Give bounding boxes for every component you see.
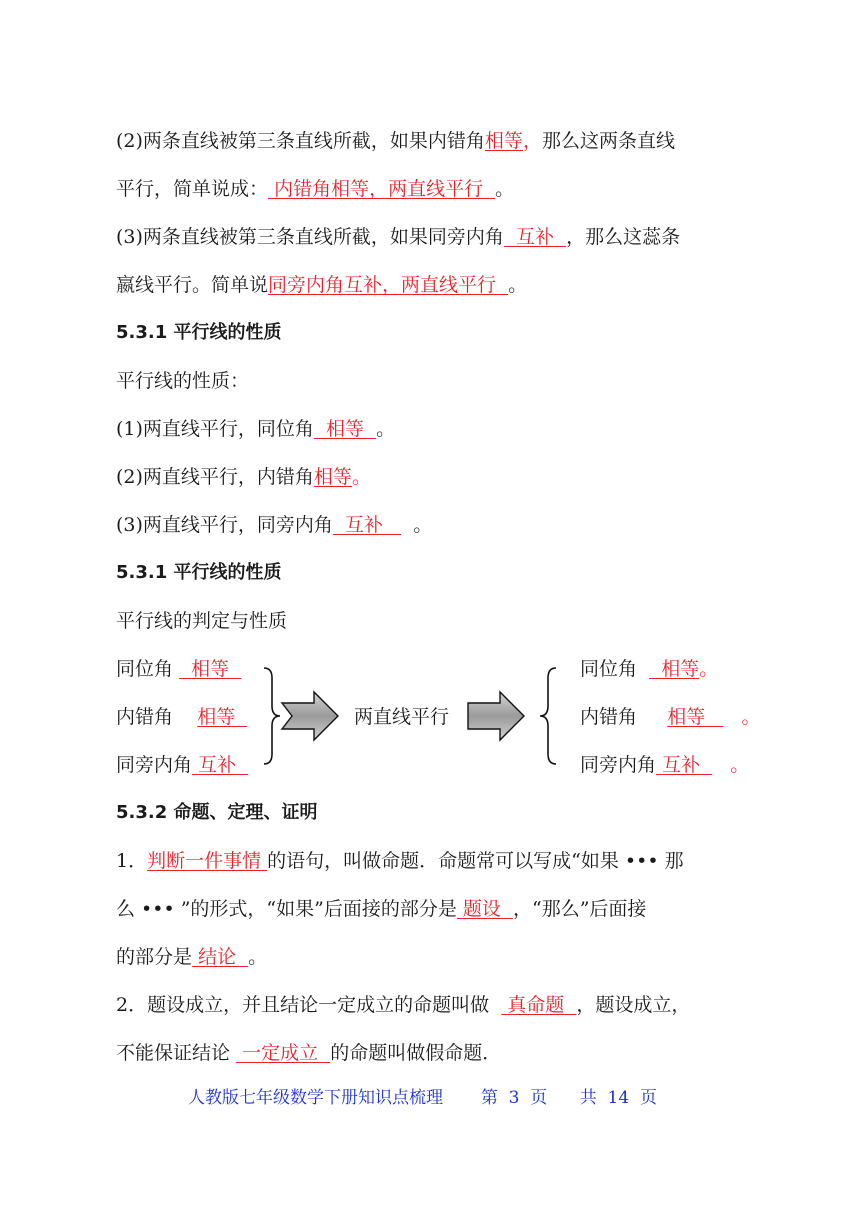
punctuation: 。: [495, 178, 515, 200]
answer-blank: 相等: [191, 658, 230, 680]
proposition-line-2: 么 ••• ”的形式，“如果”后面接的部分是 题设 ，“那么”后面接: [116, 898, 647, 920]
properties-intro: 平行线的性质：: [116, 370, 250, 392]
diagram-center-label: 两直线平行: [354, 706, 450, 728]
answer-blank: 相等: [661, 658, 700, 680]
answer-blank: 互补: [662, 754, 701, 776]
punctuation: ，: [522, 130, 542, 152]
answer-blank: 相等: [484, 130, 523, 152]
text: 嬴线平行。简单说: [116, 274, 269, 296]
paragraph-3-line-1: [116, 224, 680, 250]
true-proposition-line-2: 不能保证结论 一定成立 的命题叫做假命题．: [116, 1042, 502, 1064]
answer-blank: 相等: [313, 466, 352, 488]
right-brace-icon: [262, 666, 282, 766]
paragraph-2-line-2: [116, 176, 514, 202]
diagram-left-row-3: 同旁内角 互补: [116, 752, 248, 778]
left-brace-icon: [538, 666, 558, 766]
diagram-left-row-2: 内错角 相等: [116, 704, 247, 730]
answer-blank: 互补: [516, 226, 555, 248]
arrow-right-icon: [466, 690, 526, 742]
answer-blank: 判断一件事情: [147, 850, 262, 872]
answer-blank: 同旁内角互补，两直线平行: [268, 274, 497, 296]
proposition-line-3: 的部分是 结论 。: [116, 946, 268, 968]
paragraph-2-line-1: [116, 128, 675, 154]
answer-blank: 互补: [198, 754, 237, 776]
diagram-left-row-1: 同位角 相等: [116, 656, 241, 682]
footer-title: 人教版七年级数学下册知识点梳理: [188, 1088, 443, 1108]
text: 那么这两条直线: [541, 130, 675, 152]
text: (2)两条直线被第三条直线所截，如果内错角: [116, 130, 485, 152]
answer-blank: 相等: [197, 706, 236, 728]
section-heading: 5.3.2 命题、定理、证明: [116, 802, 318, 823]
footer-page-number: 第 3 页: [480, 1088, 548, 1108]
answer-blank: 结论: [198, 946, 237, 968]
arrow-right-icon: [280, 690, 340, 742]
text: ，那么这蕊条: [566, 226, 681, 248]
answer-blank: 题设: [462, 898, 501, 920]
property-item-2: (2)两直线平行，内错角相等。: [116, 466, 371, 488]
answer-blank: 真命题: [507, 994, 565, 1016]
section-heading: 5.3.1 平行线的性质: [116, 562, 282, 583]
punctuation: 。: [508, 274, 528, 296]
answer-blank: 相等: [667, 706, 706, 728]
diagram-right-row-1: 同位角 相等。: [580, 658, 719, 680]
diagram-right-row-3: 同旁内角 互补 。: [580, 754, 750, 776]
property-item-1: (1)两直线平行，同位角 相等 。: [116, 418, 396, 440]
answer-blank: 一定成立: [242, 1042, 319, 1064]
diagram-right-row-2: 内错角 相等 。: [580, 706, 761, 728]
answer-blank: 互补: [345, 514, 384, 536]
text: 平行，简单说成：: [116, 178, 269, 200]
diagram-caption: 平行线的判定与性质: [116, 610, 288, 632]
answer-blank: 内错角相等，两直线平行: [274, 178, 484, 200]
text: (3)两条直线被第三条直线所截，如果同旁内角: [116, 226, 504, 248]
section-heading: 5.3.1 平行线的性质: [116, 322, 282, 343]
proposition-line-1: 1．判断一件事情 的语句，叫做命题．命题常可以写成“如果 ••• 那: [116, 850, 684, 872]
true-proposition-line-1: 2．题设成立，并且结论一定成立的命题叫做 真命题 ，题设成立，: [116, 994, 691, 1016]
footer-total-pages: 共 14 页: [579, 1088, 657, 1108]
page-footer: [188, 1083, 657, 1108]
answer-blank: 相等: [326, 418, 365, 440]
property-item-3: (3)两直线平行，同旁内角 互补 。: [116, 514, 433, 536]
paragraph-3-line-2: [116, 272, 527, 298]
